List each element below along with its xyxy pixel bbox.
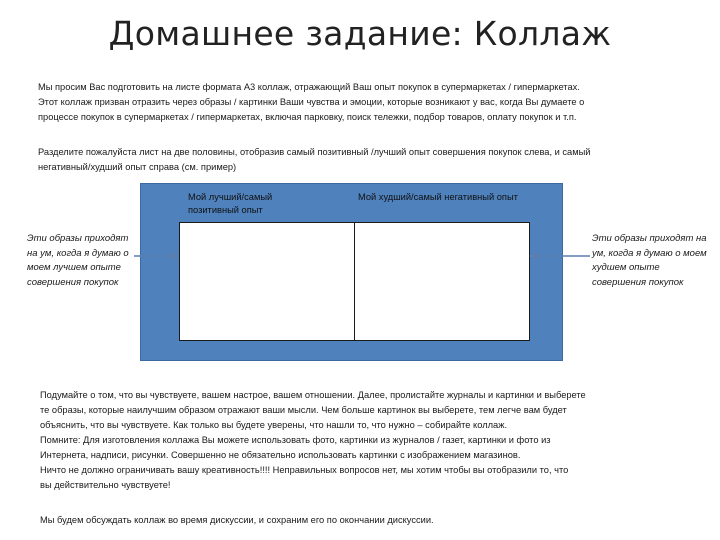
- arrow-left-icon: [528, 250, 590, 262]
- guidance-paragraph: [40, 388, 690, 493]
- guidance-line: вы действительно чувствуете!: [40, 480, 171, 490]
- arrow-right-icon: [134, 250, 180, 262]
- intro-paragraph: [38, 80, 688, 125]
- worst-experience-note: Эти образы приходят на ум, когда я думаю о моем худшем опыте совершения покупок: [592, 233, 707, 288]
- page-title: Домашнее задание: Коллаж: [108, 14, 612, 53]
- guidance-line: Помните: Для изготовления коллажа Вы можете использовать фото, картинки из журналов / газет, картинки и фото из: [40, 435, 551, 445]
- instruction-paragraph: [38, 145, 688, 175]
- intro-line: процессе покупок в супермаркетах / гипермаркетах, включая парковку, поиск тележки, подбор товаров, оплату покупок и т.п.: [38, 112, 577, 122]
- guidance-line: Подумайте о том, что вы чувствуете, вашем настрое, вашем отношении. Далее, пролистайте журналы и картинки и выберете: [40, 390, 586, 400]
- instruction-line: негативный/худший опыт справа (см. пример): [38, 162, 237, 172]
- closing-paragraph: Мы будем обсуждать коллаж во время дискуссии, и сохраним его по окончании дискуссии.: [40, 515, 434, 525]
- intro-line: Этот коллаж призван отразить через образы / картинки Ваши чувства и эмоции, которые возникают у вас, когда Вы думаете о: [38, 97, 585, 107]
- best-experience-note: Эти образы приходят на ум, когда я думаю о моем лучшем опыте совершения покупок: [27, 233, 129, 288]
- intro-line: Мы просим Вас подготовить на листе формата А3 коллаж, отражающий Ваш опыт покупок в супермаркетах / гипермаркетах.: [38, 82, 580, 92]
- worst-experience-area: [354, 222, 530, 341]
- best-experience-area: [179, 222, 355, 341]
- best-experience-label: Мой лучший/самый позитивный опыт: [188, 192, 273, 215]
- guidance-line: Интернета, надписи, рисунки. Совершенно не обязательно использовать картинки с изображением магазинов.: [40, 450, 521, 460]
- guidance-line: объяснить, что вы чувствуете. Как только вы будете уверены, что нашли то, что нужно – собирайте коллаж.: [40, 420, 508, 430]
- worst-experience-label: Мой худший/самый негативный опыт: [358, 192, 518, 202]
- collage-example-panel: [140, 183, 563, 361]
- guidance-line: те образы, которые наилучшим образом отражают ваши мысли. Чем больше картинок вы выберете, тем легче вам будет: [40, 405, 567, 415]
- guidance-line: Ничто не должно ограничивать вашу креативность!!!! Неправильных вопросов нет, мы хотим чтобы вы отобразили то, что: [40, 465, 569, 475]
- instruction-line: Разделите пожалуйста лист на две половины, отобразив самый позитивный /лучший опыт совершения покупок слева, и самый: [38, 147, 591, 157]
